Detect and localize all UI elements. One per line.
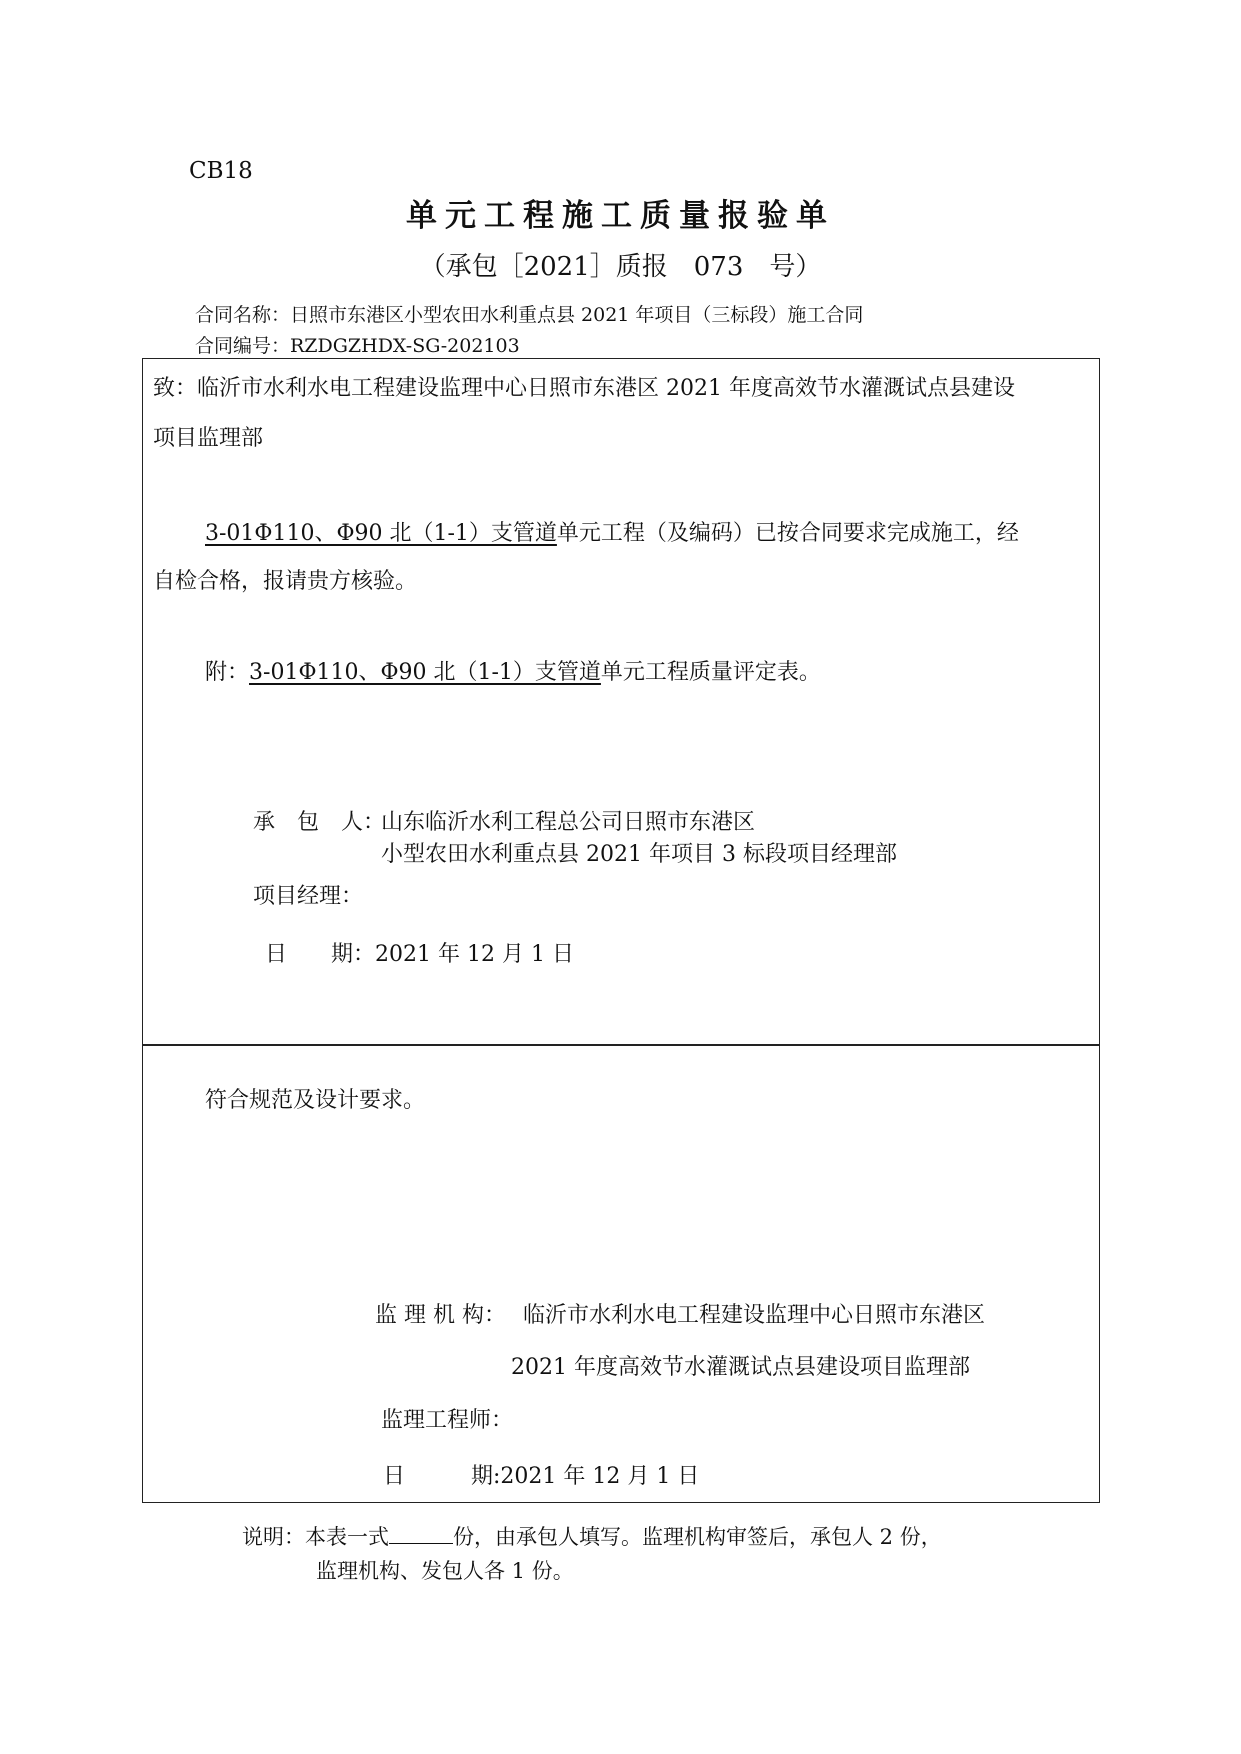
supervision-org-line-2: 2021 年度高效节水灌溉试点县建设项目监理部 <box>511 1355 970 1380</box>
copies-blank <box>389 1525 453 1544</box>
document-number: （承包［2021］质报 073 号） <box>419 252 822 282</box>
attachment-suffix: 单元工程质量评定表。 <box>600 660 821 685</box>
attachment-unit-name: 3-01Φ110、Φ90 北（1-1）支管道 <box>249 660 601 685</box>
attachment-prefix: 附： <box>205 660 250 685</box>
submission-date-label: 日 期： <box>265 942 376 967</box>
unit-name: 3-01Φ110、Φ90 北（1-1）支管道 <box>205 521 557 546</box>
review-date-label: 日 期: <box>383 1464 501 1489</box>
supervision-org-label: 监 理 机 构： <box>375 1303 506 1328</box>
note-suffix: 份，由承包人填写。监理机构审签后，承包人 2 份， <box>453 1525 942 1549</box>
supervising-engineer-label: 监理工程师： <box>381 1408 514 1433</box>
contract-name: 合同名称：日照市东港区小型农田水利重点县 2021 年项目（三标段）施工合同 <box>195 304 864 326</box>
contractor-name-line-2: 小型农田水利重点县 2021 年项目 3 标段项目经理部 <box>381 842 897 867</box>
contractor-label: 承 包 人： <box>253 810 386 835</box>
footer-note-line-1 <box>242 1521 942 1551</box>
statement-line-2: 自检合格，报请贵方核验。 <box>153 569 418 594</box>
document-title: 单元工程施工质量报验单 <box>406 198 835 234</box>
contract-number: 合同编号：RZDGZHDX-SG-202103 <box>195 335 520 357</box>
review-opinion: 符合规范及设计要求。 <box>205 1088 426 1113</box>
form-code: CB18 <box>189 158 253 184</box>
review-date <box>383 1459 699 1490</box>
footer-note-line-2: 监理机构、发包人各 1 份。 <box>316 1559 574 1583</box>
addressee-line-2: 项目监理部 <box>153 426 264 451</box>
review-section <box>142 1044 1100 1503</box>
contractor-name-line-1: 山东临沂水利工程总公司日照市东港区 <box>381 810 756 835</box>
submission-date-value: 2021 年 12 月 1 日 <box>375 942 574 967</box>
note-prefix: 说明：本表一式 <box>242 1525 389 1549</box>
review-date-value: 2021 年 12 月 1 日 <box>500 1464 700 1489</box>
submission-statement <box>205 516 1019 547</box>
submission-section <box>142 358 1100 1046</box>
supervision-org-line-1: 临沂市水利水电工程建设监理中心日照市东港区 <box>523 1303 986 1328</box>
statement-text: 单元工程（及编码）已按合同要求完成施工，经 <box>556 521 1019 546</box>
project-manager-label: 项目经理： <box>253 884 364 909</box>
attachment-line <box>205 655 821 686</box>
addressee-line-1: 致：临沂市水利水电工程建设监理中心日照市东港区 2021 年度高效节水灌溉试点县建设 <box>153 376 1015 401</box>
submission-date <box>265 937 574 968</box>
